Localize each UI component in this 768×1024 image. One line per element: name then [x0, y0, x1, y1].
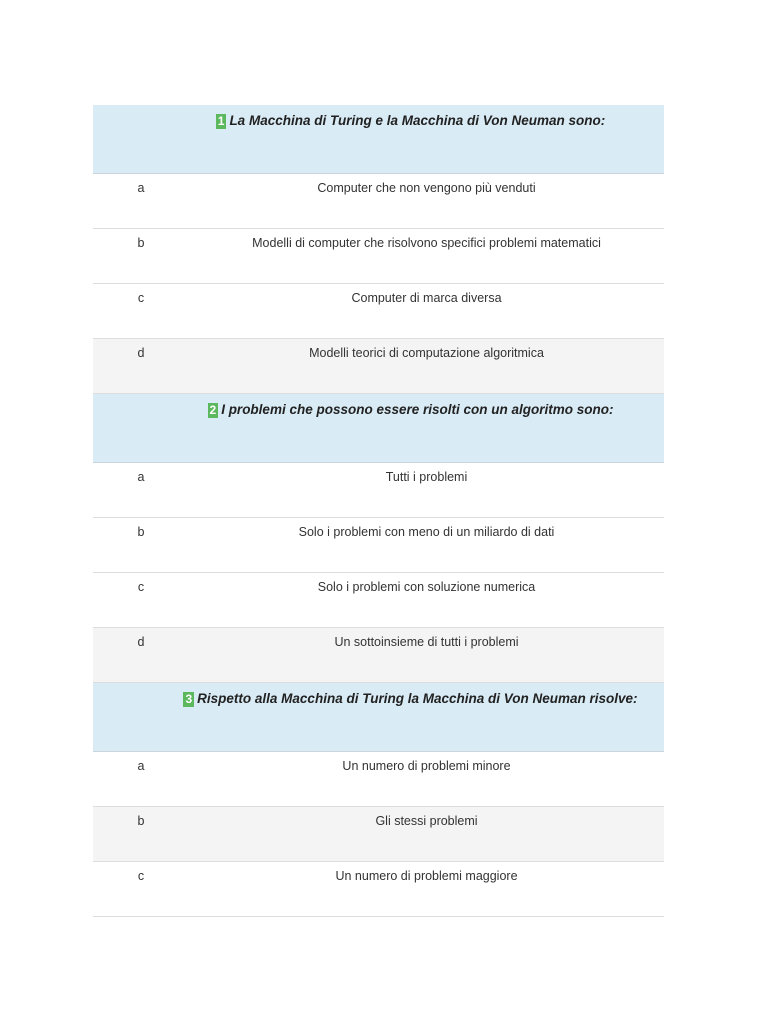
answer-letter: b: [137, 525, 145, 539]
answer-letter: c: [137, 291, 145, 305]
answer-letter: d: [137, 346, 145, 360]
question-block: [93, 394, 664, 683]
question-header: [93, 105, 664, 174]
question-text: La Macchina di Turing e la Macchina di Von Neuman sono:: [229, 113, 606, 128]
answer-text: Modelli teorici di computazione algoritmica: [309, 346, 544, 360]
answer-row[interactable]: [93, 174, 664, 229]
answer-row[interactable]: [93, 284, 664, 339]
answer-row[interactable]: [93, 628, 664, 683]
question-text-row: [157, 113, 664, 129]
quiz-table: [93, 105, 664, 917]
answer-text: Tutti i problemi: [385, 470, 468, 484]
question-text: I problemi che possono essere risolti con un algoritmo sono:: [221, 402, 614, 417]
answer-letter: a: [137, 470, 145, 484]
question-header: [93, 683, 664, 752]
answer-text: Un numero di problemi maggiore: [335, 869, 518, 883]
answer-text: Computer di marca diversa: [351, 291, 502, 305]
question-left-cell: [93, 683, 157, 751]
answer-letter: c: [137, 869, 145, 883]
question-left-cell: [93, 394, 157, 462]
answer-letter: a: [137, 759, 145, 773]
answer-text: Solo i problemi con soluzione numerica: [317, 580, 536, 594]
answer-text: Gli stessi problemi: [375, 814, 478, 828]
question-number-badge: 1: [217, 114, 225, 128]
answer-row[interactable]: [93, 752, 664, 807]
answer-row[interactable]: [93, 463, 664, 518]
answer-row[interactable]: [93, 339, 664, 394]
question-header: [93, 394, 664, 463]
answer-row[interactable]: [93, 862, 664, 917]
question-block: [93, 683, 664, 917]
answer-letter: d: [137, 635, 145, 649]
question-text-row: [157, 402, 664, 418]
answer-row[interactable]: [93, 573, 664, 628]
answer-row[interactable]: [93, 229, 664, 284]
answer-text: Un numero di problemi minore: [342, 759, 511, 773]
question-text-row: [157, 691, 664, 707]
question-left-cell: [93, 105, 157, 173]
question-number-badge: 2: [209, 403, 217, 417]
answer-letter: b: [137, 236, 145, 250]
answer-text: Modelli di computer che risolvono specifici problemi matematici: [252, 236, 601, 250]
question-block: [93, 105, 664, 394]
answer-letter: c: [137, 580, 145, 594]
question-text: Rispetto alla Macchina di Turing la Macchina di Von Neuman risolve:: [197, 691, 638, 706]
answer-text: Un sottoinsieme di tutti i problemi: [334, 635, 519, 649]
answer-row[interactable]: [93, 807, 664, 862]
answer-text: Computer che non vengono più venduti: [317, 181, 536, 195]
answer-letter: b: [137, 814, 145, 828]
question-number-badge: 3: [185, 692, 193, 706]
answer-text: Solo i problemi con meno di un miliardo di dati: [298, 525, 555, 539]
answer-letter: a: [137, 181, 145, 195]
answer-row[interactable]: [93, 518, 664, 573]
